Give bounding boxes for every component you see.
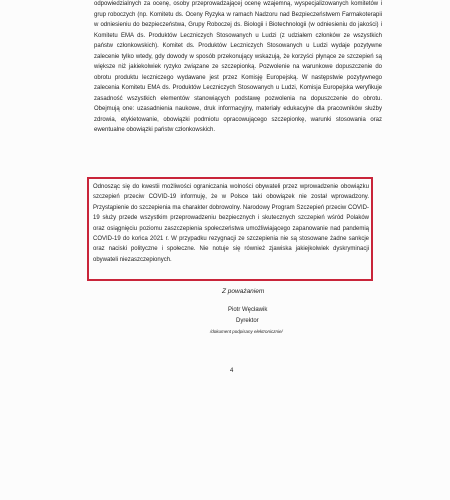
- page-number: 4: [230, 368, 234, 374]
- signatory-name: Piotr Węcławik: [228, 307, 268, 313]
- signature-note: /dokument podpisany elektronicznie/: [210, 329, 283, 334]
- closing-salutation: Z poważaniem: [222, 288, 265, 295]
- body-paragraph-1: odpowiedzialnych za ocenę, osoby przeprowadzającej ocenę wzajemną, wyspecjalizowanych komitetów i grup roboczych (np. Komitetu ds. Oceny Ryzyka w ramach Nadzoru nad Bezpieczeństwem Farmakoterapii w odniesieniu do bezpieczeństwa, Grupy Roboczej ds. Biologii i Biotechnologii (w odniesieniu do jakości) i Komitetu EMA ds. Produktów Leczniczych Stosowanych u Ludzi (z udziałem członków ze wszystkich państw członkowskich). Komitet ds. Produktów Leczniczych Stosowanych u Ludzi wydaje pozytywne zalecenie tylko wtedy, gdy dowody w sposób przekonujący wskazują, że korzyści płynące ze szczepień są większe niż jakiekolwiek ryzyko związane ze szczepionką. Pozwolenie na warunkowe dopuszczenie do obrotu produktu leczniczego wydawane jest przez Komisję Europejską. W następstwie pozytywnego zalecenia Komitetu EMA ds. Produktów Leczniczych Stosowanych u Ludzi, Komisja Europejska weryfikuje zasadność wszystkich elementów stanowiących podstawę pozwolenia na dopuszczenie do obrotu. Obejmują one: uzasadnienia naukowe, druk informacyjny, materiały edukacyjne dla pracowników służby zdrowia, etykietowanie, obowiązki podmiotu opracowującego szczepionkę, warunki stosowania oraz ewentualne obowiązki państw członkowskich.: [94, 1, 382, 133]
- signatory-role: Dyrektor: [236, 318, 259, 324]
- highlighted-paragraph: Odnosząc się do kwestii możliwości ograniczania wolności obywateli przez wprowadzenie obowiązku szczepień przeciw COVID-19 informuję, że w Polsce taki obowiązek nie został wprowadzony. Przystąpienie do szczepienia ma charakter dobrowolny. Narodowy Program Szczepień przeciw COVID-19 służy przede wszystkim przeprowadzeniu bezpiecznych i skutecznych szczepień wśród Polaków oraz osiągnięciu poziomu zaszczepienia społeczeństwa umożliwiającego zapanowanie nad pandemią COVID-19 do końca 2021 r. W przypadku rezygnacji ze szczepienia nie są stosowane żadne sankcje oraz naciski polityczne i społeczne. Nie notuje się również zjawiska jakiejkolwiek dyskryminacji obywateli niezaszczepionych.: [93, 184, 369, 263]
